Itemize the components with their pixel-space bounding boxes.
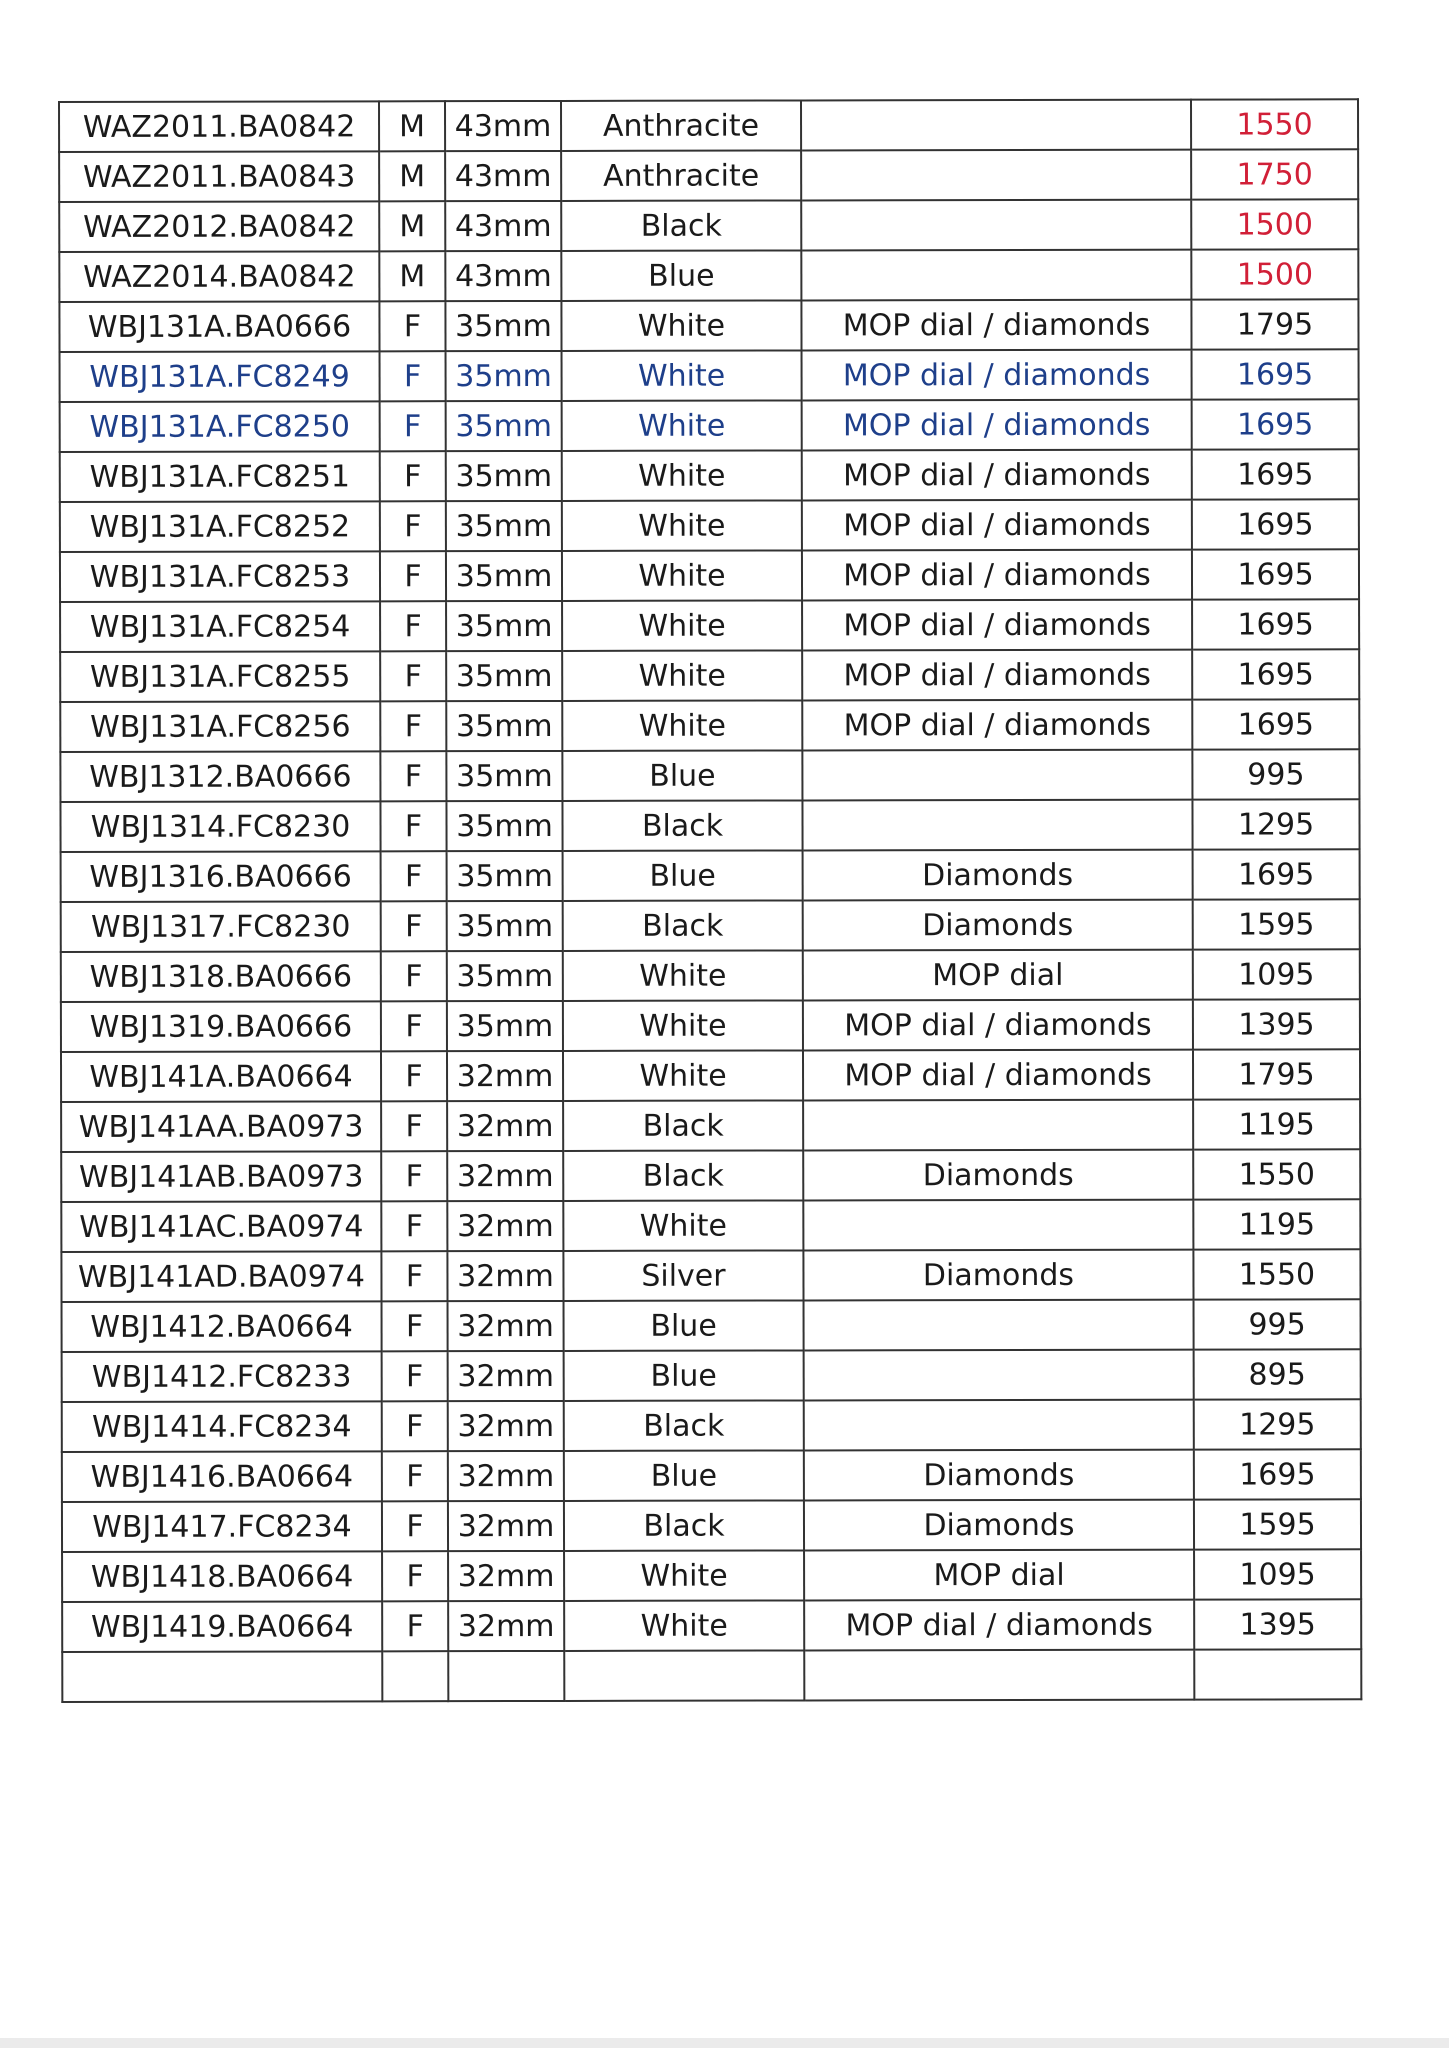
features-cell bbox=[804, 1300, 1194, 1351]
case-size-cell: 32mm bbox=[448, 1551, 564, 1601]
table-row bbox=[62, 1399, 1361, 1452]
features-cell bbox=[803, 1200, 1193, 1251]
gender-cell: F bbox=[381, 901, 447, 951]
case-size-cell: 35mm bbox=[447, 901, 563, 951]
price-cell: 1695 bbox=[1192, 499, 1359, 549]
table-row bbox=[60, 799, 1359, 852]
features-cell: MOP dial / diamonds bbox=[802, 400, 1192, 451]
table-row bbox=[62, 1499, 1361, 1552]
dial-color-cell: White bbox=[561, 300, 801, 351]
price-cell: 1500 bbox=[1191, 199, 1358, 249]
gender-cell: F bbox=[382, 1551, 448, 1601]
price-cell: 1195 bbox=[1193, 1099, 1360, 1149]
features-cell: MOP dial bbox=[804, 1550, 1194, 1601]
price-cell: 1550 bbox=[1193, 1149, 1360, 1199]
reference-cell: WBJ131A.FC8252 bbox=[60, 501, 380, 552]
case-size-cell: 43mm bbox=[445, 251, 561, 301]
features-cell: MOP dial / diamonds bbox=[802, 600, 1192, 651]
features-cell bbox=[803, 1100, 1193, 1151]
gender-cell: F bbox=[380, 501, 446, 551]
price-cell: 1750 bbox=[1191, 149, 1358, 199]
dial-color-cell: Black bbox=[561, 200, 801, 251]
price-cell: 1395 bbox=[1194, 1599, 1361, 1649]
gender-cell: F bbox=[380, 601, 446, 651]
reference-cell: WBJ131A.FC8251 bbox=[60, 451, 380, 502]
reference-cell: WBJ131A.FC8255 bbox=[60, 651, 380, 702]
table-row bbox=[62, 1349, 1361, 1402]
case-size-cell: 35mm bbox=[446, 601, 562, 651]
table-body bbox=[59, 99, 1361, 1702]
reference-cell: WBJ131A.FC8253 bbox=[60, 551, 380, 602]
gender-cell: F bbox=[381, 1001, 447, 1051]
dial-color-cell: Silver bbox=[563, 1250, 803, 1301]
features-cell bbox=[802, 750, 1192, 801]
features-cell: Diamonds bbox=[803, 850, 1193, 901]
case-size-cell: 32mm bbox=[448, 1401, 564, 1451]
gender-cell: M bbox=[379, 101, 445, 151]
features-cell: MOP dial / diamonds bbox=[802, 500, 1192, 551]
price-cell: 1695 bbox=[1192, 399, 1359, 449]
dial-color-cell: Anthracite bbox=[561, 150, 801, 201]
price-cell: 1695 bbox=[1192, 549, 1359, 599]
gender-cell: M bbox=[379, 251, 445, 301]
gender-cell: F bbox=[382, 1601, 448, 1651]
dial-color-cell: White bbox=[562, 700, 802, 751]
table-row bbox=[59, 249, 1358, 302]
reference-cell: WBJ1312.BA0666 bbox=[60, 751, 380, 802]
reference-cell: WBJ1314.FC8230 bbox=[60, 801, 380, 852]
reference-cell: WBJ1412.FC8233 bbox=[62, 1351, 382, 1402]
table-row bbox=[59, 299, 1358, 352]
gender-cell: F bbox=[380, 651, 446, 701]
reference-cell: WBJ131A.BA0666 bbox=[59, 301, 379, 352]
case-size-cell: 35mm bbox=[445, 301, 561, 351]
price-cell: 1695 bbox=[1192, 599, 1359, 649]
features-cell: MOP dial / diamonds bbox=[801, 300, 1191, 351]
dial-color-cell: White bbox=[563, 950, 803, 1001]
price-cell: 895 bbox=[1194, 1349, 1361, 1399]
dial-color-cell: White bbox=[562, 650, 802, 701]
reference-cell: WBJ141AC.BA0974 bbox=[61, 1201, 381, 1252]
gender-cell: F bbox=[381, 1201, 447, 1251]
dial-color-cell: Blue bbox=[562, 750, 802, 801]
gender-cell: F bbox=[381, 1051, 447, 1101]
gender-cell: F bbox=[381, 951, 447, 1001]
table-row bbox=[61, 1099, 1360, 1152]
reference-cell: WBJ141AB.BA0973 bbox=[61, 1151, 381, 1202]
case-size-cell: 32mm bbox=[447, 1101, 563, 1151]
table-row bbox=[59, 199, 1358, 252]
table-row bbox=[60, 749, 1359, 802]
table-row bbox=[61, 849, 1360, 902]
features-cell: MOP dial / diamonds bbox=[802, 650, 1192, 701]
features-cell: MOP dial bbox=[803, 950, 1193, 1001]
case-size-cell: 35mm bbox=[446, 451, 562, 501]
gender-cell: F bbox=[381, 1151, 447, 1201]
table-row bbox=[61, 999, 1360, 1052]
dial-color-cell: White bbox=[564, 1550, 804, 1601]
table-row bbox=[60, 499, 1359, 552]
gender-cell: F bbox=[380, 751, 446, 801]
price-cell: 995 bbox=[1194, 1299, 1361, 1349]
dial-color-cell: Black bbox=[564, 1500, 804, 1551]
table-row bbox=[61, 899, 1360, 952]
case-size-cell: 43mm bbox=[445, 151, 561, 201]
case-size-cell: 32mm bbox=[447, 1151, 563, 1201]
price-cell: 1695 bbox=[1192, 699, 1359, 749]
table-row bbox=[60, 599, 1359, 652]
price-cell: 1550 bbox=[1193, 1249, 1360, 1299]
price-cell: 1695 bbox=[1194, 1449, 1361, 1499]
case-size-cell: 35mm bbox=[446, 701, 562, 751]
price-cell: 1595 bbox=[1193, 899, 1360, 949]
reference-cell: WBJ1319.BA0666 bbox=[61, 1001, 381, 1052]
features-cell bbox=[801, 150, 1191, 201]
table-row bbox=[62, 1599, 1361, 1652]
reference-cell: WAZ2014.BA0842 bbox=[59, 251, 379, 302]
features-cell bbox=[804, 1350, 1194, 1401]
gender-cell: M bbox=[379, 151, 445, 201]
gender-cell: M bbox=[379, 201, 445, 251]
reference-cell: WBJ1417.FC8234 bbox=[62, 1501, 382, 1552]
case-size-cell: 35mm bbox=[447, 951, 563, 1001]
table-row bbox=[61, 1149, 1360, 1202]
features-cell bbox=[804, 1650, 1194, 1701]
features-cell: MOP dial / diamonds bbox=[802, 450, 1192, 501]
gender-cell: F bbox=[382, 1401, 448, 1451]
gender-cell: F bbox=[380, 701, 446, 751]
features-cell: Diamonds bbox=[803, 1150, 1193, 1201]
dial-color-cell: Black bbox=[563, 1150, 803, 1201]
dial-color-cell: White bbox=[562, 400, 802, 451]
reference-cell: WBJ131A.FC8256 bbox=[60, 701, 380, 752]
reference-cell: WBJ1318.BA0666 bbox=[61, 951, 381, 1002]
price-cell: 1095 bbox=[1193, 949, 1360, 999]
price-cell: 1395 bbox=[1193, 999, 1360, 1049]
features-cell bbox=[801, 250, 1191, 301]
table-row bbox=[60, 449, 1359, 502]
dial-color-cell: Blue bbox=[564, 1300, 804, 1351]
table-row bbox=[61, 1199, 1360, 1252]
case-size-cell: 35mm bbox=[446, 651, 562, 701]
table-row bbox=[62, 1649, 1361, 1702]
reference-cell: WBJ1317.FC8230 bbox=[61, 901, 381, 952]
reference-cell: WBJ131A.FC8254 bbox=[60, 601, 380, 652]
price-cell: 1095 bbox=[1194, 1549, 1361, 1599]
price-cell: 1695 bbox=[1192, 349, 1359, 399]
price-cell: 1295 bbox=[1192, 799, 1359, 849]
reference-cell: WBJ1414.FC8234 bbox=[62, 1401, 382, 1452]
price-cell: 1695 bbox=[1192, 449, 1359, 499]
dial-color-cell: Blue bbox=[561, 250, 801, 301]
case-size-cell: 35mm bbox=[446, 401, 562, 451]
reference-cell: WAZ2011.BA0843 bbox=[59, 151, 379, 202]
case-size-cell: 32mm bbox=[447, 1051, 563, 1101]
features-cell bbox=[801, 200, 1191, 251]
case-size-cell bbox=[448, 1651, 564, 1701]
reference-cell: WBJ131A.FC8249 bbox=[60, 351, 380, 402]
table-row bbox=[61, 949, 1360, 1002]
dial-color-cell: Black bbox=[564, 1400, 804, 1451]
case-size-cell: 32mm bbox=[448, 1351, 564, 1401]
gender-cell: F bbox=[382, 1451, 448, 1501]
case-size-cell: 32mm bbox=[448, 1601, 564, 1651]
gender-cell: F bbox=[380, 451, 446, 501]
features-cell: MOP dial / diamonds bbox=[802, 350, 1192, 401]
reference-cell: WBJ141A.BA0664 bbox=[61, 1051, 381, 1102]
case-size-cell: 35mm bbox=[447, 1001, 563, 1051]
gender-cell: F bbox=[381, 1251, 447, 1301]
gender-cell: F bbox=[382, 1351, 448, 1401]
price-cell: 1295 bbox=[1194, 1399, 1361, 1449]
case-size-cell: 32mm bbox=[448, 1451, 564, 1501]
table-row bbox=[60, 399, 1359, 452]
features-cell: MOP dial / diamonds bbox=[803, 1050, 1193, 1101]
scan-bottom-edge bbox=[0, 2038, 1449, 2048]
price-cell: 1550 bbox=[1191, 99, 1358, 149]
case-size-cell: 35mm bbox=[446, 551, 562, 601]
dial-color-cell: White bbox=[563, 1050, 803, 1101]
case-size-cell: 32mm bbox=[448, 1301, 564, 1351]
case-size-cell: 43mm bbox=[445, 201, 561, 251]
dial-color-cell: White bbox=[564, 1600, 804, 1651]
features-cell: MOP dial / diamonds bbox=[803, 1000, 1193, 1051]
gender-cell bbox=[382, 1651, 448, 1701]
case-size-cell: 43mm bbox=[445, 101, 561, 151]
dial-color-cell: White bbox=[562, 550, 802, 601]
gender-cell: F bbox=[381, 851, 447, 901]
dial-color-cell: Anthracite bbox=[561, 100, 801, 151]
dial-color-cell: Black bbox=[563, 1100, 803, 1151]
features-cell: Diamonds bbox=[804, 1500, 1194, 1551]
case-size-cell: 35mm bbox=[447, 851, 563, 901]
price-cell: 995 bbox=[1192, 749, 1359, 799]
features-cell: MOP dial / diamonds bbox=[804, 1600, 1194, 1651]
reference-cell: WBJ1418.BA0664 bbox=[62, 1551, 382, 1602]
dial-color-cell bbox=[564, 1650, 804, 1701]
dial-color-cell: White bbox=[563, 1000, 803, 1051]
features-cell: MOP dial / diamonds bbox=[802, 550, 1192, 601]
price-cell: 1595 bbox=[1194, 1499, 1361, 1549]
table-row bbox=[62, 1299, 1361, 1352]
reference-cell: WAZ2012.BA0842 bbox=[59, 201, 379, 252]
reference-cell: WBJ1419.BA0664 bbox=[62, 1601, 382, 1652]
price-cell: 1795 bbox=[1193, 1049, 1360, 1099]
table-row bbox=[60, 649, 1359, 702]
reference-cell: WBJ131A.FC8250 bbox=[60, 401, 380, 452]
dial-color-cell: Blue bbox=[563, 850, 803, 901]
price-cell: 1695 bbox=[1192, 649, 1359, 699]
features-cell: MOP dial / diamonds bbox=[802, 700, 1192, 751]
features-cell: Diamonds bbox=[804, 1450, 1194, 1501]
case-size-cell: 32mm bbox=[447, 1201, 563, 1251]
gender-cell: F bbox=[382, 1301, 448, 1351]
price-cell bbox=[1194, 1649, 1361, 1699]
table-row bbox=[61, 1049, 1360, 1102]
price-cell: 1695 bbox=[1193, 849, 1360, 899]
dial-color-cell: Black bbox=[562, 800, 802, 851]
dial-color-cell: White bbox=[563, 1200, 803, 1251]
price-cell: 1500 bbox=[1191, 249, 1358, 299]
case-size-cell: 35mm bbox=[446, 501, 562, 551]
table-row bbox=[60, 349, 1359, 402]
features-cell bbox=[804, 1400, 1194, 1451]
dial-color-cell: White bbox=[562, 600, 802, 651]
table-row bbox=[60, 549, 1359, 602]
watch-price-table bbox=[58, 98, 1362, 1703]
dial-color-cell: Blue bbox=[564, 1450, 804, 1501]
gender-cell: F bbox=[380, 801, 446, 851]
dial-color-cell: White bbox=[562, 500, 802, 551]
reference-cell: WBJ141AD.BA0974 bbox=[61, 1251, 381, 1302]
reference-cell: WBJ1412.BA0664 bbox=[62, 1301, 382, 1352]
reference-cell: WBJ1416.BA0664 bbox=[62, 1451, 382, 1502]
features-cell bbox=[801, 100, 1191, 151]
table-row bbox=[62, 1549, 1361, 1602]
case-size-cell: 35mm bbox=[446, 801, 562, 851]
case-size-cell: 35mm bbox=[446, 751, 562, 801]
gender-cell: F bbox=[380, 401, 446, 451]
case-size-cell: 32mm bbox=[447, 1251, 563, 1301]
table-row bbox=[59, 99, 1358, 152]
gender-cell: F bbox=[382, 1501, 448, 1551]
dial-color-cell: White bbox=[562, 450, 802, 501]
features-cell bbox=[802, 800, 1192, 851]
reference-cell: WAZ2011.BA0842 bbox=[59, 101, 379, 152]
case-size-cell: 35mm bbox=[446, 351, 562, 401]
table-row bbox=[61, 1249, 1360, 1302]
gender-cell: F bbox=[381, 1101, 447, 1151]
table-row bbox=[59, 149, 1358, 202]
features-cell: Diamonds bbox=[803, 1250, 1193, 1301]
features-cell: Diamonds bbox=[803, 900, 1193, 951]
reference-cell: WBJ1316.BA0666 bbox=[61, 851, 381, 902]
dial-color-cell: White bbox=[562, 350, 802, 401]
price-cell: 1795 bbox=[1191, 299, 1358, 349]
dial-color-cell: Blue bbox=[564, 1350, 804, 1401]
case-size-cell: 32mm bbox=[448, 1501, 564, 1551]
table-row bbox=[60, 699, 1359, 752]
gender-cell: F bbox=[380, 351, 446, 401]
dial-color-cell: Black bbox=[563, 900, 803, 951]
gender-cell: F bbox=[379, 301, 445, 351]
gender-cell: F bbox=[380, 551, 446, 601]
table-row bbox=[62, 1449, 1361, 1502]
reference-cell: WBJ141AA.BA0973 bbox=[61, 1101, 381, 1152]
reference-cell bbox=[62, 1651, 382, 1702]
price-cell: 1195 bbox=[1193, 1199, 1360, 1249]
